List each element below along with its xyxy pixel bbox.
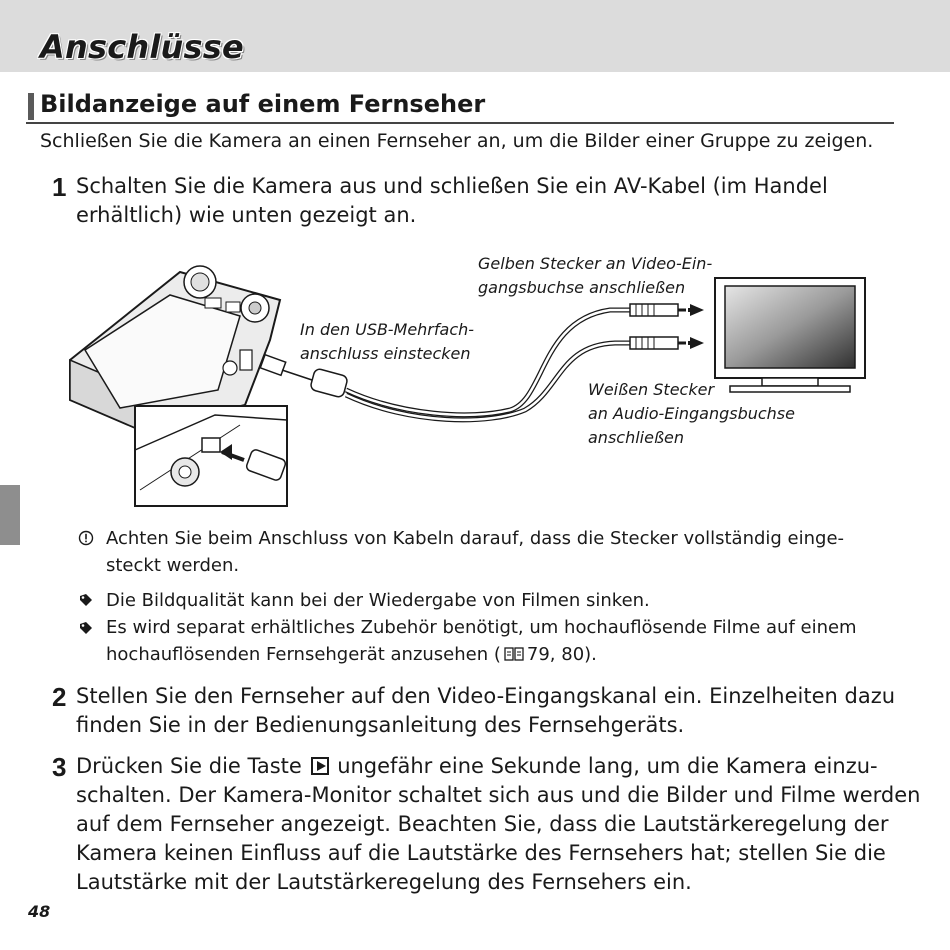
step-text-1 xyxy=(76,172,828,230)
step-3-line: Lautstärke mit der Lautstärkeregelung des Fernsehers ein. xyxy=(76,870,692,894)
caution-line: Achten Sie beim Anschluss von Kabeln darauf, dass die Stecker vollständig einge- xyxy=(106,528,845,549)
step-1-line: Schalten Sie die Kamera aus und schließen Sie ein AV-Kabel (im Handel xyxy=(76,174,828,198)
playback-button-icon xyxy=(311,757,329,775)
callout-white-plug xyxy=(588,378,795,450)
connection-diagram xyxy=(0,240,950,520)
intro-text: Schließen Sie die Kamera an einen Fernseher an, um die Bilder einer Gruppe zu zeigen. xyxy=(40,130,874,152)
step-text-2 xyxy=(76,682,895,740)
step-3-text-after: ungefähr eine Sekunde lang, um die Kamera einzu- xyxy=(337,754,878,778)
callout-white-line: Weißen Stecker xyxy=(588,380,715,399)
chapter-title: Anschlüsse xyxy=(40,28,244,66)
step-number-3: 3 xyxy=(52,752,67,782)
tip-icon xyxy=(78,592,94,608)
book-reference-icon xyxy=(504,646,524,662)
step-text-3 xyxy=(76,752,920,897)
tip-2-page-ref: 79, 80). xyxy=(526,644,597,665)
section-heading-wrap xyxy=(26,90,894,124)
section-marker xyxy=(28,93,34,120)
step-number-2: 2 xyxy=(52,682,67,712)
step-3-text-before: Drücken Sie die Taste xyxy=(76,754,302,778)
connection-illustration xyxy=(0,240,950,520)
note-tip-1 xyxy=(106,587,650,614)
callout-usb xyxy=(300,318,474,366)
step-1-line: erhältlich) wie unten gezeigt an. xyxy=(76,203,417,227)
chapter-thumb-tab xyxy=(0,485,20,545)
step-3-line-1 xyxy=(76,752,920,781)
tip-2-line: Es wird separat erhältliches Zubehör benötigt, um hochauflösende Filme auf einem xyxy=(106,617,857,638)
step-number-1: 1 xyxy=(52,172,67,202)
television-illustration xyxy=(715,278,865,392)
step-2-line: finden Sie in der Bedienungsanleitung des Fernsehgeräts. xyxy=(76,713,685,737)
tip-icon xyxy=(78,620,94,636)
caution-icon xyxy=(78,530,94,546)
tip-1-line: Die Bildqualität kann bei der Wiedergabe von Filmen sinken. xyxy=(106,590,650,611)
callout-yellow-line: gangsbuchse anschließen xyxy=(478,278,686,297)
callout-usb-line: anschluss einstecken xyxy=(300,344,471,363)
note-caution xyxy=(106,525,844,579)
page-number: 48 xyxy=(28,902,51,921)
usb-port-detail-inset xyxy=(135,406,287,506)
callout-white-line: anschließen xyxy=(588,428,685,447)
tip-2-line-2 xyxy=(106,641,857,668)
tip-2-text: hochauflösenden Fernsehgerät anzusehen ( xyxy=(106,644,501,665)
callout-yellow-line: Gelben Stecker an Video-Ein- xyxy=(478,254,713,273)
callout-white-line: an Audio-Eingangsbuchse xyxy=(588,404,795,423)
note-tip-2 xyxy=(106,614,857,668)
section-heading: Bildanzeige auf einem Fernseher xyxy=(40,90,486,118)
callout-usb-line: In den USB-Mehrfach- xyxy=(300,320,475,339)
caution-line: steckt werden. xyxy=(106,555,240,576)
step-3-line: Kamera keinen Einfluss auf die Lautstärke des Fernsehers hat; stellen Sie die xyxy=(76,841,886,865)
step-3-line: schalten. Der Kamera-Monitor schaltet sich aus und die Bilder und Filme werden xyxy=(76,783,921,807)
callout-yellow-plug xyxy=(478,252,712,300)
step-2-line: Stellen Sie den Fernseher auf den Video-Eingangskanal ein. Einzelheiten dazu xyxy=(76,684,896,708)
step-3-line: auf dem Fernseher angezeigt. Beachten Sie, dass die Lautstärkeregelung der xyxy=(76,812,889,836)
